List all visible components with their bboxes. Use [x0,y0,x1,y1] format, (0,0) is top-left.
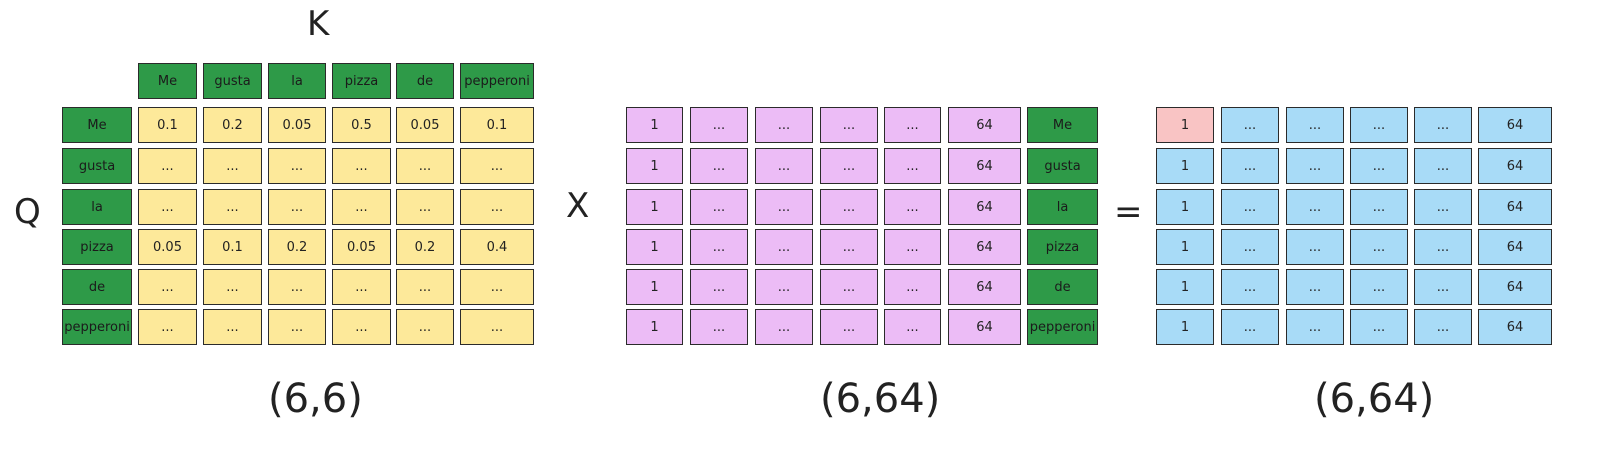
output-cell: 1 [1156,229,1214,265]
attention-cell: ... [203,148,262,184]
attention-cell: 0.05 [138,229,197,265]
attention-cell: ... [203,269,262,305]
output-cell: ... [1286,229,1344,265]
query-token-1: gusta [62,148,132,184]
q-label: Q [14,192,41,232]
attention-cell: ... [203,189,262,225]
attention-cell: ... [396,309,454,345]
value-cell: ... [755,309,813,345]
attention-cell: ... [268,148,326,184]
query-token-3: pizza [62,229,132,265]
value-cell: ... [690,229,748,265]
attention-cell: 0.1 [138,107,197,143]
output-cell: ... [1350,189,1408,225]
output-cell: 64 [1478,107,1552,143]
key-token-0: Me [138,63,197,99]
output-cell: ... [1286,309,1344,345]
attention-cell: ... [268,189,326,225]
value-cell: ... [884,309,941,345]
output-cell: ... [1221,148,1279,184]
output-cell: ... [1414,269,1472,305]
output-cell: ... [1221,229,1279,265]
value-cell: ... [884,189,941,225]
attention-cell: ... [332,269,391,305]
output-shape: (6,64) [1314,376,1435,422]
attention-cell: ... [332,148,391,184]
attention-cell: 0.5 [332,107,391,143]
attention-cell: ... [332,189,391,225]
value-token-1: gusta [1027,148,1098,184]
value-cell: 64 [948,309,1021,345]
output-cell: 64 [1478,148,1552,184]
output-cell: ... [1350,229,1408,265]
attention-cell: ... [138,189,197,225]
value-cell: ... [755,189,813,225]
equals-sign: = [1114,192,1143,232]
output-cell: ... [1286,107,1344,143]
value-cell: ... [755,229,813,265]
key-token-2: la [268,63,326,99]
attention-cell: 0.2 [396,229,454,265]
attention-cell: ... [268,309,326,345]
output-cell: ... [1414,309,1472,345]
output-cell: ... [1414,148,1472,184]
attention-cell: ... [460,148,534,184]
value-cell: ... [690,269,748,305]
attention-cell: ... [460,309,534,345]
attention-cell: ... [396,148,454,184]
value-cell: ... [690,309,748,345]
value-cell: ... [884,229,941,265]
value-cell: ... [884,107,941,143]
attention-cell: 0.1 [203,229,262,265]
value-cell: 1 [626,269,683,305]
output-cell: 64 [1478,309,1552,345]
key-token-3: pizza [332,63,391,99]
attention-cell: ... [138,269,197,305]
value-cell: 1 [626,309,683,345]
value-cell: ... [820,269,878,305]
value-cell: ... [820,229,878,265]
value-cell: ... [820,309,878,345]
output-cell: ... [1221,189,1279,225]
value-cell: 64 [948,107,1021,143]
query-token-4: de [62,269,132,305]
output-cell: 1 [1156,309,1214,345]
attention-cell: 0.05 [396,107,454,143]
value-cell: 64 [948,148,1021,184]
output-cell-highlighted: 1 [1156,107,1214,143]
output-cell: 1 [1156,269,1214,305]
output-cell: ... [1414,189,1472,225]
output-cell: ... [1221,269,1279,305]
value-cell: ... [884,148,941,184]
output-cell: ... [1414,229,1472,265]
output-cell: 64 [1478,189,1552,225]
key-token-1: gusta [203,63,262,99]
attention-cell: 0.2 [203,107,262,143]
attention-cell: ... [203,309,262,345]
attention-cell: ... [138,309,197,345]
value-cell: ... [820,148,878,184]
output-cell: ... [1350,148,1408,184]
value-cell: 1 [626,229,683,265]
attention-cell: ... [460,189,534,225]
value-token-2: la [1027,189,1098,225]
attention-cell: 0.05 [268,107,326,143]
output-cell: ... [1221,309,1279,345]
attention-cell: ... [268,269,326,305]
attention-cell: ... [396,269,454,305]
value-cell: 1 [626,148,683,184]
key-token-5: pepperoni [460,63,534,99]
value-token-5: pepperoni [1027,309,1098,345]
value-token-4: de [1027,269,1098,305]
output-cell: ... [1350,107,1408,143]
output-cell: ... [1350,269,1408,305]
output-cell: ... [1286,269,1344,305]
value-cell: 64 [948,189,1021,225]
value-cell: ... [690,189,748,225]
value-cell: ... [755,148,813,184]
key-token-4: de [396,63,454,99]
output-cell: ... [1221,107,1279,143]
output-cell: 64 [1478,229,1552,265]
output-cell: 1 [1156,189,1214,225]
value-cell: 64 [948,229,1021,265]
attention-cell: 0.2 [268,229,326,265]
query-token-5: pepperoni [62,309,132,345]
attention-cell: ... [460,269,534,305]
query-token-2: la [62,189,132,225]
output-cell: ... [1286,189,1344,225]
output-cell: ... [1286,148,1344,184]
query-token-0: Me [62,107,132,143]
attention-cell: ... [396,189,454,225]
k-label: K [307,4,330,44]
output-cell: ... [1414,107,1472,143]
value-cell: 1 [626,107,683,143]
value-cell: ... [820,107,878,143]
value-token-0: Me [1027,107,1098,143]
attention-cell: 0.4 [460,229,534,265]
value-cell: 1 [626,189,683,225]
value-cell: ... [690,148,748,184]
value-shape: (6,64) [820,376,941,422]
output-cell: 1 [1156,148,1214,184]
value-cell: ... [755,269,813,305]
value-cell: ... [755,107,813,143]
value-cell: 64 [948,269,1021,305]
output-cell: ... [1350,309,1408,345]
multiply-sign: X [566,186,590,226]
attention-cell: 0.1 [460,107,534,143]
output-cell: 64 [1478,269,1552,305]
value-cell: ... [884,269,941,305]
attention-cell: ... [332,309,391,345]
value-cell: ... [820,189,878,225]
attention-cell: ... [138,148,197,184]
attention-cell: 0.05 [332,229,391,265]
value-cell: ... [690,107,748,143]
attention-shape: (6,6) [268,376,363,422]
value-token-3: pizza [1027,229,1098,265]
